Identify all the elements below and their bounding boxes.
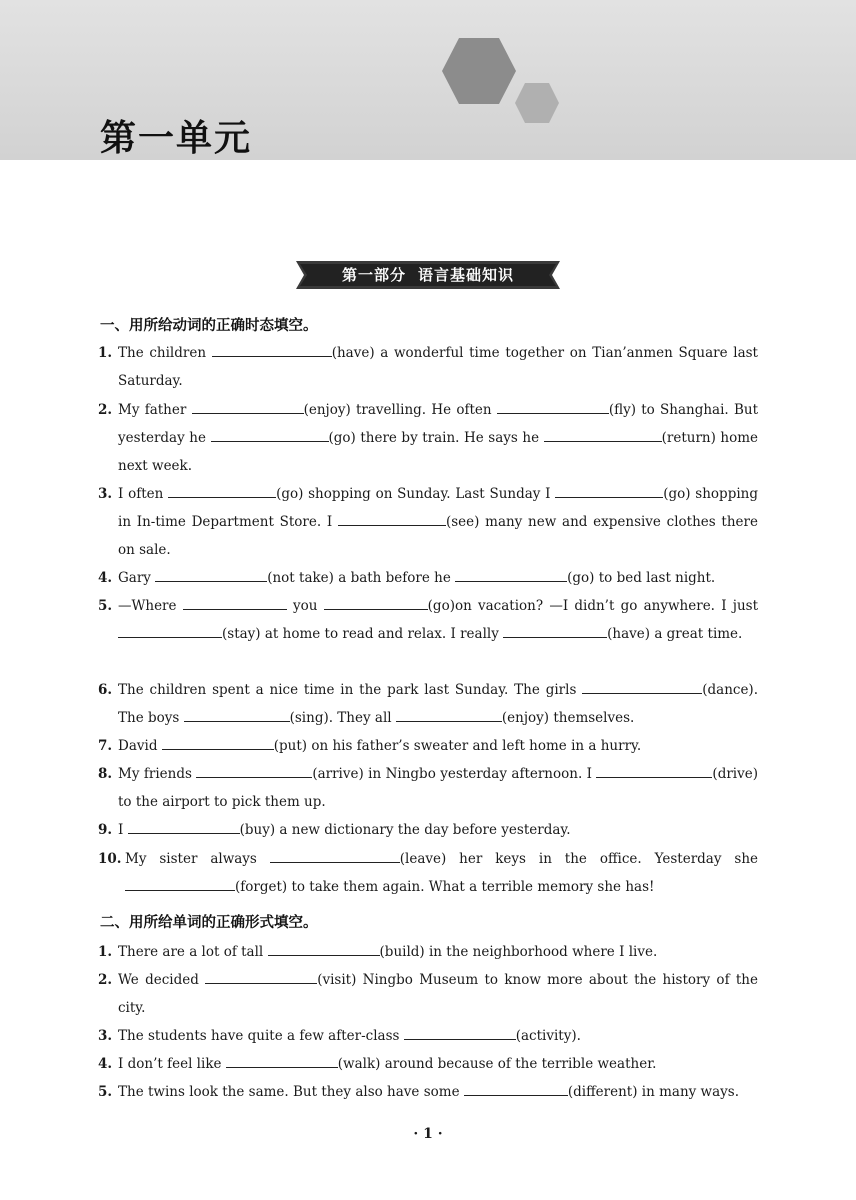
- item-text: We decided: [118, 972, 206, 988]
- section-heading-1: 一、用所给动词的正确时态填空。: [100, 318, 318, 334]
- answer-blank[interactable]: [455, 566, 567, 582]
- item-number: 9.: [98, 822, 113, 838]
- item-text: I: [118, 822, 128, 838]
- exercise-item: [98, 966, 758, 1022]
- item-number: 2.: [98, 972, 113, 988]
- page-number: · 1 ·: [413, 1126, 443, 1142]
- exercise-item: [98, 676, 758, 732]
- part-ribbon: [296, 261, 560, 289]
- exercise-item: [98, 480, 758, 564]
- item-text: (put) on his father’s sweater and left home in a hurry.: [273, 738, 642, 754]
- item-text: you: [292, 598, 324, 614]
- exercise-item: [98, 564, 758, 592]
- item-text: (go)on vacation? —I didn’t go anywhere. I just: [427, 598, 758, 614]
- answer-blank[interactable]: [196, 762, 312, 778]
- answer-blank[interactable]: [555, 482, 663, 498]
- item-text: (stay) at home to read and relax. I really: [222, 626, 504, 642]
- part-label: [296, 261, 560, 289]
- item-text: (visit) Ningbo Museum to know more about the history of the city.: [118, 972, 758, 1016]
- answer-blank[interactable]: [226, 1052, 338, 1068]
- item-text: (have) a great time.: [607, 626, 743, 642]
- item-text: (go) there by train. He says he: [328, 430, 544, 446]
- item-text: The students have quite a few after-class: [118, 1028, 404, 1044]
- answer-blank[interactable]: [155, 566, 267, 582]
- part-topic: 语言基础知识: [418, 266, 515, 284]
- answer-blank[interactable]: [596, 762, 712, 778]
- answer-blank[interactable]: [544, 426, 662, 442]
- answer-blank[interactable]: [324, 594, 428, 610]
- answer-blank[interactable]: [168, 482, 276, 498]
- exercise-item: [98, 1022, 758, 1050]
- answer-blank[interactable]: [270, 847, 400, 863]
- item-number: 6.: [98, 682, 113, 698]
- exercise-item: [98, 592, 758, 648]
- item-number: 10.: [98, 851, 122, 867]
- item-text: (enjoy) travelling. He often: [303, 402, 497, 418]
- item-text: (arrive) in Ningbo yesterday afternoon. I: [312, 766, 597, 782]
- item-text: The twins look the same. But they also have some: [118, 1084, 464, 1100]
- exercise-item: [98, 760, 758, 816]
- answer-blank[interactable]: [192, 398, 304, 414]
- part-number: 第一部分: [341, 266, 406, 284]
- item-text: (not take) a bath before he: [267, 570, 456, 586]
- exercise-item: [98, 1050, 758, 1078]
- item-text: The children spent a nice time in the park last Sunday. The girls: [118, 682, 583, 698]
- item-text: (return) home next week.: [118, 430, 759, 474]
- item-number: 5.: [98, 598, 113, 614]
- exercise-item: [98, 845, 758, 901]
- item-text: I often: [118, 486, 169, 502]
- item-number: 3.: [98, 486, 113, 502]
- exercise-item: [98, 339, 758, 395]
- item-text: (have) a wonderful time together on Tian’anmen Square last Saturday.: [118, 345, 758, 389]
- answer-blank[interactable]: [205, 968, 317, 984]
- item-text: David: [118, 738, 162, 754]
- item-text: (go) to bed last night.: [567, 570, 716, 586]
- item-text: (walk) around because of the terrible weather.: [337, 1056, 657, 1072]
- item-text: (leave) her keys in the office. Yesterday she: [399, 851, 758, 867]
- item-text: My father: [118, 402, 192, 418]
- item-text: (go) shopping in In-time Department Store. I: [118, 486, 758, 530]
- item-number: 1.: [98, 944, 113, 960]
- item-text: (different) in many ways.: [567, 1084, 740, 1100]
- item-text: (forget) to take them again. What a terrible memory she has!: [235, 879, 655, 895]
- answer-blank[interactable]: [338, 510, 446, 526]
- exercise-item: [98, 1078, 758, 1106]
- answer-blank[interactable]: [497, 398, 609, 414]
- answer-blank[interactable]: [464, 1080, 568, 1096]
- unit-title: 第一单元: [100, 118, 253, 159]
- item-text: (drive) to the airport to pick them up.: [118, 766, 758, 810]
- item-text: There are a lot of tall: [118, 944, 268, 960]
- section-heading-2: 二、用所给单词的正确形式填空。: [100, 915, 318, 931]
- answer-blank[interactable]: [128, 818, 240, 834]
- answer-blank[interactable]: [118, 622, 222, 638]
- item-text: (buy) a new dictionary the day before yesterday.: [239, 822, 571, 838]
- exercise-item: [98, 732, 758, 760]
- answer-blank[interactable]: [183, 594, 287, 610]
- large-hexagon-icon: [440, 36, 518, 106]
- item-number: 5.: [98, 1084, 113, 1100]
- answer-blank[interactable]: [268, 940, 380, 956]
- item-number: 3.: [98, 1028, 113, 1044]
- answer-blank[interactable]: [396, 706, 502, 722]
- item-text: (activity).: [515, 1028, 581, 1044]
- item-text: The children: [118, 345, 212, 361]
- item-text: (dance). The boys: [118, 682, 758, 726]
- exercise-item: [98, 816, 758, 844]
- exercise-item: [98, 396, 758, 480]
- item-text: I don’t feel like: [118, 1056, 226, 1072]
- answer-blank[interactable]: [503, 622, 607, 638]
- answer-blank[interactable]: [582, 678, 702, 694]
- item-number: 4.: [98, 570, 113, 586]
- item-number: 7.: [98, 738, 113, 754]
- answer-blank[interactable]: [211, 426, 329, 442]
- item-text: (go) shopping on Sunday. Last Sunday I: [276, 486, 556, 502]
- answer-blank[interactable]: [404, 1024, 516, 1040]
- answer-blank[interactable]: [125, 875, 235, 891]
- exercise-item: [98, 938, 758, 966]
- answer-blank[interactable]: [162, 734, 274, 750]
- item-text: —Where: [118, 598, 183, 614]
- item-number: 4.: [98, 1056, 113, 1072]
- item-number: 2.: [98, 402, 113, 418]
- item-text: (sing). They all: [289, 710, 396, 726]
- item-number: 8.: [98, 766, 113, 782]
- item-text: Gary: [118, 570, 156, 586]
- item-text: My sister always: [125, 851, 270, 867]
- item-text: My friends: [118, 766, 197, 782]
- item-number: 1.: [98, 345, 113, 361]
- answer-blank[interactable]: [184, 706, 290, 722]
- item-text: (build) in the neighborhood where I live.: [379, 944, 658, 960]
- item-text: (fly) to Shanghai. But yesterday he: [118, 402, 759, 446]
- item-text: (see) many new and expensive clothes there on sale.: [118, 514, 758, 558]
- small-hexagon-icon: [514, 82, 560, 124]
- answer-blank[interactable]: [212, 341, 332, 357]
- item-text: (enjoy) themselves.: [501, 710, 635, 726]
